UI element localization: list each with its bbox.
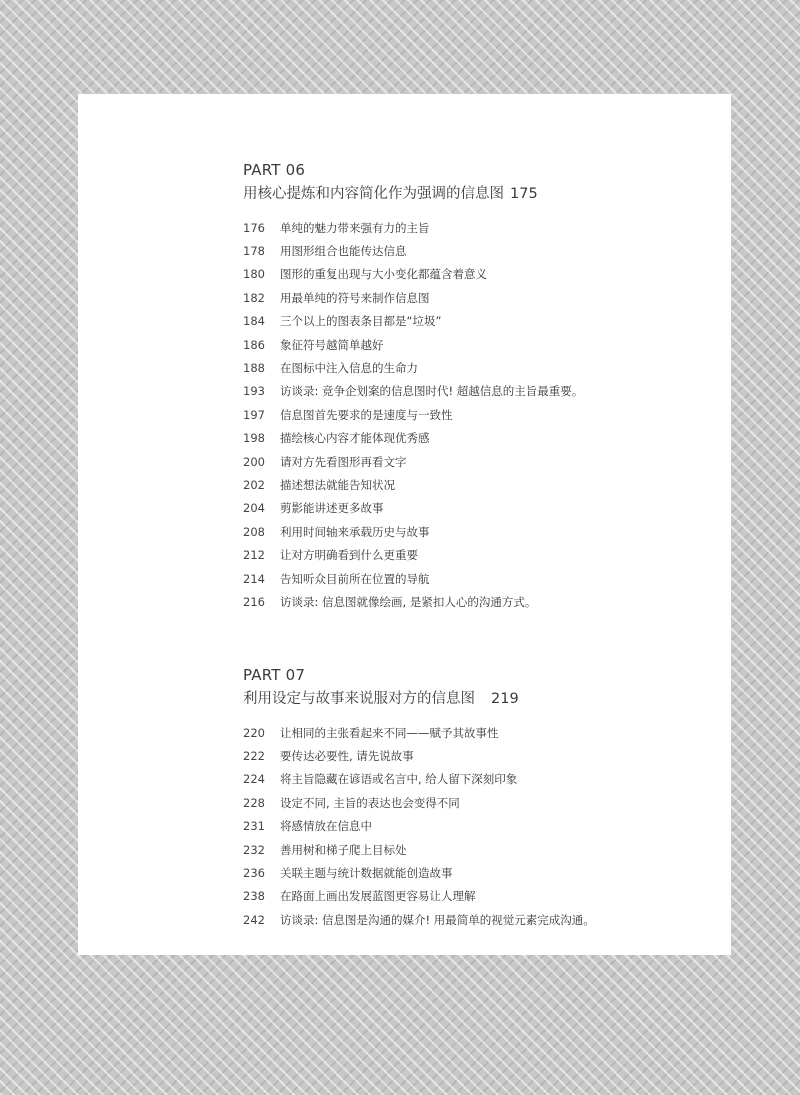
entry-page-number: 214: [243, 571, 265, 586]
entry-title: 在图标中注入信息的生命力: [280, 361, 418, 376]
entry-page-number: 231: [243, 819, 265, 834]
toc-entry[interactable]: [243, 333, 703, 356]
entry-page-number: 228: [243, 795, 265, 810]
entry-title: 描绘核心内容才能体现优秀感: [280, 431, 430, 446]
entry-title: 剪影能讲述更多故事: [280, 501, 384, 516]
toc-entry[interactable]: [243, 310, 703, 333]
entry-title: 将主旨隐藏在谚语或名言中, 给人留下深刻印象: [280, 772, 518, 787]
part-label: PART 06: [243, 161, 306, 179]
entry-page-number: 176: [243, 220, 265, 235]
part-title-row: [243, 689, 703, 709]
toc-entry[interactable]: [243, 450, 703, 473]
toc-entry-list: [243, 216, 703, 614]
toc-entry[interactable]: [243, 791, 703, 814]
entry-title: 访谈录: 信息图是沟通的媒介! 用最简单的视觉元素完成沟通。: [280, 912, 595, 927]
toc-entry[interactable]: [243, 768, 703, 791]
toc-entry[interactable]: [243, 838, 703, 861]
entry-title: 让相同的主张看起来不同——赋予其故事性: [280, 725, 499, 740]
entry-page-number: 222: [243, 749, 265, 764]
entry-page-number: 236: [243, 866, 265, 881]
entry-page-number: 208: [243, 524, 265, 539]
entry-title: 请对方先看图形再看文字: [280, 454, 407, 469]
toc-entry[interactable]: [243, 216, 703, 239]
toc-entry[interactable]: [243, 263, 703, 286]
entry-page-number: 180: [243, 267, 265, 282]
entry-page-number: 204: [243, 501, 265, 516]
entry-title: 访谈录: 竞争企划案的信息图时代! 超越信息的主旨最重要。: [280, 384, 584, 399]
entry-title: 单纯的魅力带来强有力的主旨: [280, 220, 430, 235]
entry-title: 用最单纯的符号来制作信息图: [280, 290, 430, 305]
entry-title: 关联主题与统计数据就能创造故事: [280, 866, 453, 881]
entry-title: 利用时间轴来承载历史与故事: [280, 524, 430, 539]
part-label: PART 07: [243, 666, 306, 684]
toc-entry[interactable]: [243, 286, 703, 309]
entry-title: 善用树和梯子爬上目标处: [280, 842, 407, 857]
part-page-number: 175: [510, 186, 538, 202]
entry-page-number: 224: [243, 772, 265, 787]
entry-title: 访谈录: 信息图就像绘画, 是紧扣人心的沟通方式。: [280, 594, 537, 609]
entry-title: 象征符号越简单越好: [280, 337, 384, 352]
entry-page-number: 200: [243, 454, 265, 469]
entry-title: 要传达必要性, 请先说故事: [280, 749, 414, 764]
toc-entry[interactable]: [243, 473, 703, 496]
part-06-section: [243, 160, 703, 614]
entry-page-number: 198: [243, 431, 265, 446]
entry-page-number: 202: [243, 477, 265, 492]
entry-page-number: 216: [243, 594, 265, 609]
part-page-number: 219: [491, 691, 519, 707]
toc-entry[interactable]: [243, 239, 703, 262]
toc-entry[interactable]: [243, 744, 703, 767]
entry-title: 用图形组合也能传达信息: [280, 244, 407, 259]
toc-entry[interactable]: [243, 380, 703, 403]
entry-page-number: 182: [243, 290, 265, 305]
toc-entry[interactable]: [243, 356, 703, 379]
toc-entry[interactable]: [243, 861, 703, 884]
part-title-row: [243, 184, 703, 204]
entry-page-number: 178: [243, 244, 265, 259]
entry-title: 设定不同, 主旨的表达也会变得不同: [280, 795, 460, 810]
toc-entry[interactable]: [243, 885, 703, 908]
entry-page-number: 184: [243, 314, 265, 329]
entry-title: 让对方明确看到什么更重要: [280, 548, 418, 563]
part-title: 利用设定与故事来说服对方的信息图: [243, 691, 475, 707]
toc-entry[interactable]: [243, 590, 703, 613]
toc-page: [78, 94, 731, 955]
toc-entry[interactable]: [243, 520, 703, 543]
toc-entry[interactable]: [243, 567, 703, 590]
entry-page-number: 238: [243, 889, 265, 904]
part-title: 用核心提炼和内容简化作为强调的信息图: [243, 186, 504, 202]
entry-title: 三个以上的图表条目都是“垃圾”: [280, 314, 442, 329]
part-07-section: [243, 665, 703, 932]
entry-page-number: 212: [243, 548, 265, 563]
toc-entry[interactable]: [243, 403, 703, 426]
entry-title: 描述想法就能告知状况: [280, 477, 395, 492]
entry-title: 将感情放在信息中: [280, 819, 372, 834]
toc-entry[interactable]: [243, 908, 703, 931]
toc-entry[interactable]: [243, 543, 703, 566]
entry-page-number: 197: [243, 407, 265, 422]
entry-title: 信息图首先要求的是速度与一致性: [280, 407, 453, 422]
toc-entry[interactable]: [243, 721, 703, 744]
toc-entry[interactable]: [243, 815, 703, 838]
toc-entry[interactable]: [243, 497, 703, 520]
entry-page-number: 186: [243, 337, 265, 352]
entry-page-number: 232: [243, 842, 265, 857]
entry-title: 在路面上画出发展蓝图更容易让人理解: [280, 889, 476, 904]
entry-title: 图形的重复出现与大小变化都蕴含着意义: [280, 267, 487, 282]
entry-page-number: 220: [243, 725, 265, 740]
toc-entry[interactable]: [243, 427, 703, 450]
entry-page-number: 242: [243, 912, 265, 927]
entry-page-number: 188: [243, 361, 265, 376]
entry-title: 告知听众目前所在位置的导航: [280, 571, 430, 586]
entry-page-number: 193: [243, 384, 265, 399]
toc-entry-list: [243, 721, 703, 932]
